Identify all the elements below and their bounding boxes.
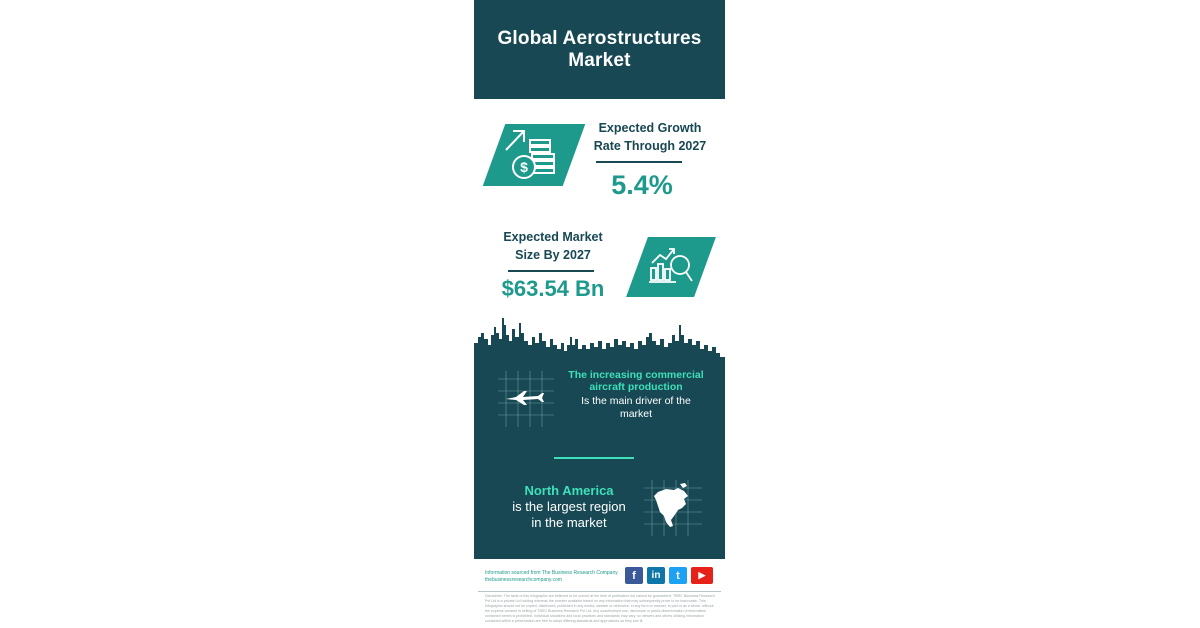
page-title: Global Aerostructures Market [497, 27, 702, 71]
driver-title [564, 369, 708, 393]
driver-desc-line1: Is the main driver of the [581, 395, 691, 407]
growth-value: 5.4% [611, 170, 673, 200]
north-america-map-icon [644, 480, 702, 536]
region-title: North America [524, 483, 614, 498]
source-text: Information sourced from The Business Research Company [485, 570, 618, 576]
airplane-icon [498, 371, 554, 427]
section-divider [554, 457, 634, 459]
twitter-icon[interactable]: t [669, 567, 687, 584]
market-size-value: $63.54 Bn [501, 276, 605, 301]
growth-chart-dollar-icon [502, 126, 566, 184]
analytics-magnifier-icon [646, 241, 698, 291]
infographic-card [474, 0, 725, 628]
disclaimer-text: Disclaimer: The facts of this infographic are believed to be correct at the time of publication but cannot be guaranteed. TBRC Business Research Pvt Ltd is a private Ltd holding whereas the number available based on any information that may subsequently prove to be inaccurate. This infographic should not be copied, distributed, published in any media, website or otherwise, in any form or manner, in part or as a whole, without the express consent in writing of TBRC Business Research Pvt Ltd. Any unauthorised use, disclosure or public dissemination of information contained herein is prohibited. Individual situations and local practices and standards may vary, so viewers and others utilizing information contained within a presentation are free to adopt differing standards and approaches as they see fit. [485, 594, 715, 623]
source-info [485, 570, 645, 584]
market-size-label-line1: Expected Market [503, 230, 603, 244]
growth-label-line1: Expected Growth [598, 121, 702, 135]
source-link[interactable]: thebusinessresearchcompany.com [485, 577, 562, 583]
market-size-label-line2: Size By 2027 [515, 248, 591, 262]
growth-label [582, 119, 718, 155]
city-skyline [474, 315, 725, 365]
growth-label-line2: Rate Through 2027 [593, 139, 707, 153]
growth-divider [596, 161, 682, 163]
region-desc-line2: in the market [531, 515, 607, 530]
market-size-divider [508, 270, 594, 272]
linkedin-icon[interactable]: in [647, 567, 665, 584]
driver-title-line2: aircraft production [589, 381, 683, 393]
region-description [494, 499, 644, 531]
driver-desc-line2: market [619, 408, 653, 420]
header-banner [474, 0, 725, 99]
social-links [625, 567, 713, 584]
driver-title-line1: The increasing commercial [568, 369, 704, 381]
driver-description [564, 395, 708, 421]
youtube-icon[interactable]: ▶ [691, 567, 713, 584]
market-size-label [492, 228, 614, 264]
footer-divider [478, 591, 721, 592]
region-desc-line1: is the largest region [512, 499, 626, 514]
facebook-icon[interactable]: f [625, 567, 643, 584]
svg-text:$: $ [520, 159, 528, 175]
